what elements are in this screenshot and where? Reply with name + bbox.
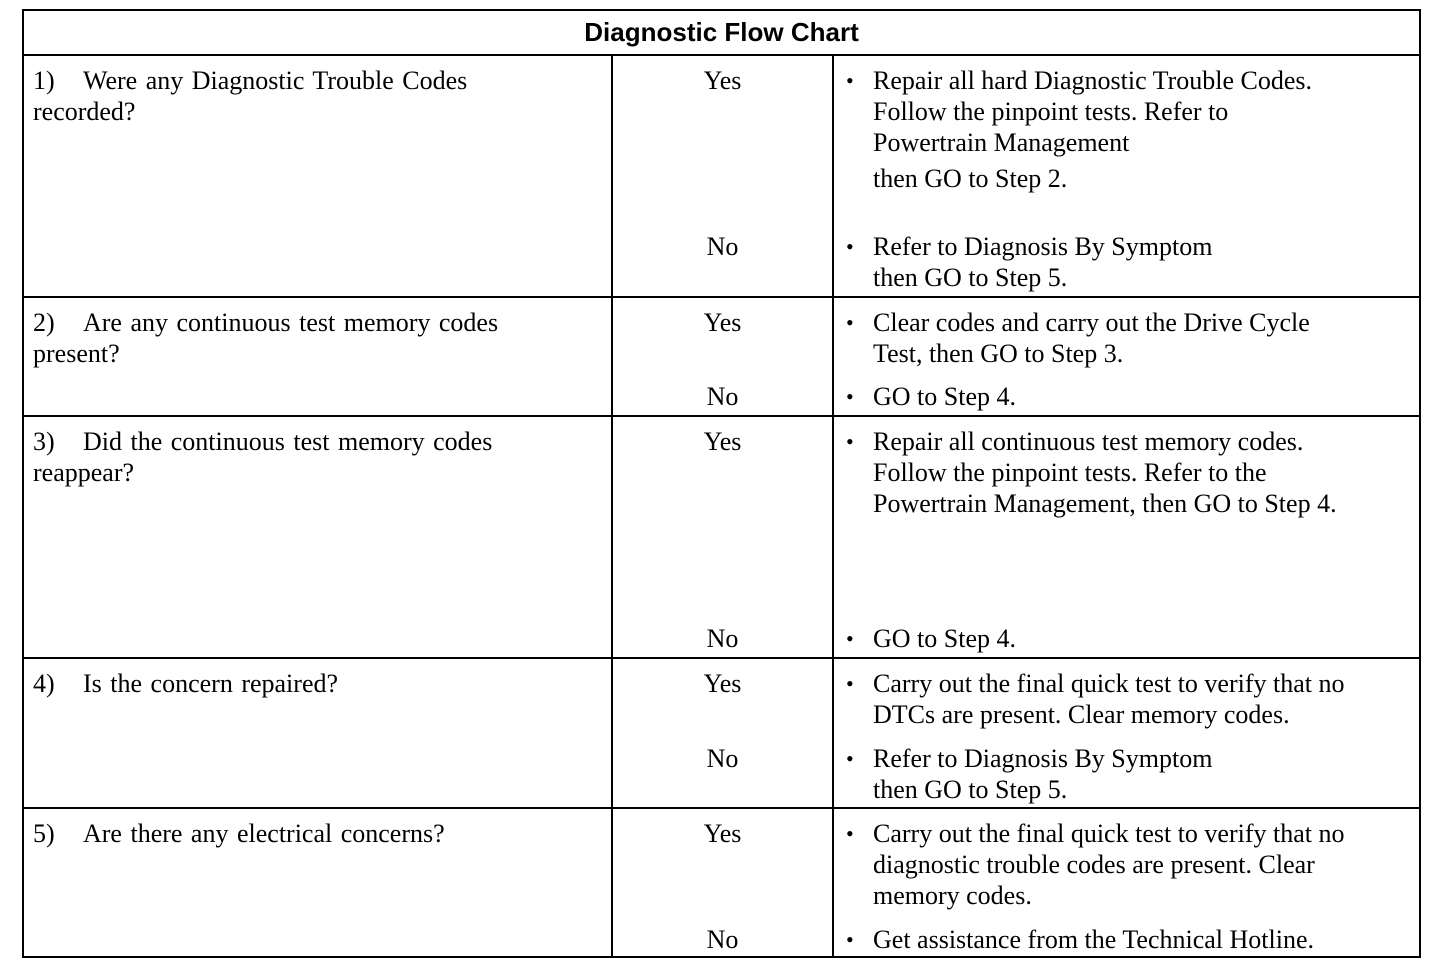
bullet-icon: • bbox=[846, 384, 854, 409]
action-line: Follow the pinpoint tests. Refer to the bbox=[873, 458, 1267, 487]
action-line: diagnostic trouble codes are present. Clear bbox=[873, 850, 1315, 879]
column-divider bbox=[832, 56, 834, 296]
action-line: Clear codes and carry out the Drive Cycle bbox=[873, 308, 1310, 337]
no-action bbox=[846, 381, 1416, 412]
no-label: No bbox=[706, 624, 739, 653]
yes-action bbox=[846, 307, 1416, 369]
action-line: memory codes. bbox=[873, 881, 1032, 910]
column-divider bbox=[832, 417, 834, 657]
bullet-icon: • bbox=[846, 671, 854, 696]
bullet-icon: • bbox=[846, 310, 854, 335]
yes-label: Yes bbox=[703, 66, 742, 95]
question-line: Were any Diagnostic Trouble Codes bbox=[83, 66, 468, 95]
action-line: Get assistance from the Technical Hotline. bbox=[873, 925, 1314, 954]
step-question bbox=[33, 668, 593, 699]
question-line: Are there any electrical concerns? bbox=[83, 819, 445, 848]
action-line: Test, then GO to Step 3. bbox=[873, 339, 1124, 368]
no-label: No bbox=[706, 744, 739, 773]
yes-action bbox=[846, 818, 1416, 911]
diagnostic-flow-chart bbox=[22, 9, 1421, 958]
action-line: Refer to Diagnosis By Symptom bbox=[873, 744, 1213, 773]
yes-action bbox=[846, 65, 1416, 158]
bullet-icon: • bbox=[846, 234, 854, 259]
step-row-2 bbox=[24, 298, 1419, 417]
action-line: Repair all continuous test memory codes. bbox=[873, 427, 1304, 456]
bullet-icon: • bbox=[846, 68, 854, 93]
action-line: then GO to Step 5. bbox=[873, 775, 1068, 804]
step-number: 2) bbox=[33, 308, 55, 337]
question-line: Did the continuous test memory codes bbox=[83, 427, 493, 456]
bullet-icon: • bbox=[846, 626, 854, 651]
step-row-3 bbox=[24, 417, 1419, 659]
action-line: GO to Step 4. bbox=[873, 624, 1016, 653]
no-label: No bbox=[706, 382, 739, 411]
bullet-icon: • bbox=[846, 927, 854, 952]
no-action bbox=[846, 231, 1416, 293]
column-divider bbox=[832, 809, 834, 956]
step-number: 4) bbox=[33, 669, 55, 698]
question-line: recorded? bbox=[33, 97, 136, 126]
step-row-5 bbox=[24, 809, 1419, 956]
step-row-1 bbox=[24, 56, 1419, 298]
yes-label: Yes bbox=[703, 308, 742, 337]
action-line: DTCs are present. Clear memory codes. bbox=[873, 700, 1290, 729]
no-action bbox=[846, 924, 1416, 955]
column-divider bbox=[832, 298, 834, 415]
question-line: Are any continuous test memory codes bbox=[83, 308, 499, 337]
step-number: 1) bbox=[33, 66, 55, 95]
step-question bbox=[33, 65, 593, 127]
yes-action bbox=[846, 668, 1416, 730]
action-line: Carry out the final quick test to verify that no bbox=[873, 819, 1345, 848]
action-line: GO to Step 4. bbox=[873, 382, 1016, 411]
bullet-icon: • bbox=[846, 821, 854, 846]
action-line: Powertrain Management bbox=[873, 128, 1130, 157]
action-line: Repair all hard Diagnostic Trouble Codes. bbox=[873, 66, 1313, 95]
question-line: Is the concern repaired? bbox=[83, 669, 339, 698]
column-divider bbox=[832, 659, 834, 807]
step-question bbox=[33, 426, 593, 488]
no-action bbox=[846, 623, 1416, 654]
action-line: Refer to Diagnosis By Symptom bbox=[873, 232, 1213, 261]
step-question bbox=[33, 307, 593, 369]
action-line: Carry out the final quick test to verify that no bbox=[873, 669, 1345, 698]
no-action bbox=[846, 743, 1416, 805]
bullet-icon: • bbox=[846, 746, 854, 771]
no-label: No bbox=[706, 925, 739, 954]
step-row-4 bbox=[24, 659, 1419, 809]
action-line: Powertrain Management, then GO to Step 4. bbox=[873, 489, 1337, 518]
chart-title: Diagnostic Flow Chart bbox=[24, 11, 1419, 56]
yes-label: Yes bbox=[703, 819, 742, 848]
question-line: reappear? bbox=[33, 458, 135, 487]
yes-action-continuation: then GO to Step 2. bbox=[873, 164, 1068, 193]
action-line: Follow the pinpoint tests. Refer to bbox=[873, 97, 1229, 126]
action-line: then GO to Step 5. bbox=[873, 263, 1068, 292]
question-line: present? bbox=[33, 339, 120, 368]
bullet-icon: • bbox=[846, 429, 854, 454]
yes-label: Yes bbox=[703, 427, 742, 456]
step-number: 3) bbox=[33, 427, 55, 456]
yes-action bbox=[846, 426, 1416, 519]
step-number: 5) bbox=[33, 819, 55, 848]
step-question bbox=[33, 818, 593, 849]
yes-label: Yes bbox=[703, 669, 742, 698]
no-label: No bbox=[706, 232, 739, 261]
